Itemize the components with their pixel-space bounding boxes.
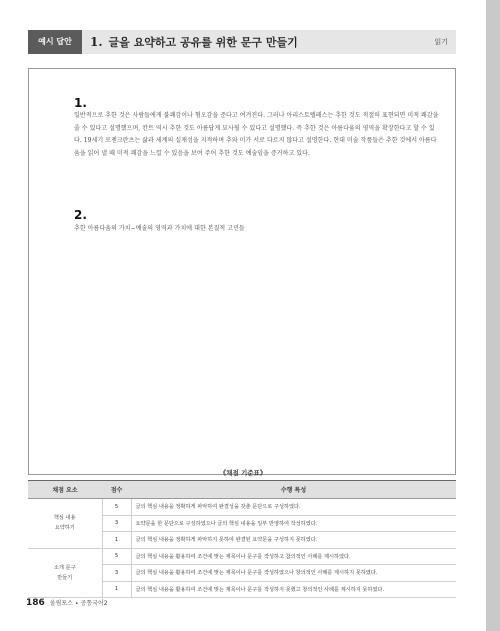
- rubric-table: [28, 480, 456, 598]
- section-number: 1.: [90, 35, 103, 49]
- rubric-element: 소개 문구 만들기: [28, 548, 102, 598]
- answer-1-text: 일반적으로 추한 것은 사람들에게 불쾌감이나 혐오감을 준다고 여겨진다. 그러나 아리스토텔레스는 추한 것도 적절히 표현되면 미적 쾌감을 줄 수 있다고 설명했으며, 칸트 역시 추한 것도 아름답게 묘사될 수 있다고 설명했다. 즉 추한 것은 아름다움의 영역을 확장한다고 할 수 있다. 19세기 로젠크란츠는 삶과 세계의 실재성을 지적하며 추와 미가 서로 다르지 않다고 설명한다. 현대 미술 작품들은 추한 것에서 아름다움을 읽어 낼 때 미적 쾌감을 느낄 수 있음을 보여 주어 추한 것도 예술임을 증거하고 있다.: [74, 112, 439, 157]
- rubric-element: 핵심 내용 요약하기: [28, 499, 102, 549]
- section-category: 읽기: [434, 38, 448, 46]
- rubric-score: 5: [102, 499, 131, 516]
- rubric-title: 《채점 기준표》: [219, 469, 267, 477]
- rubric-description: 글의 핵심 내용을 활용하여 조건에 맞는 제목이나 문구를 작성하고 참의적인 사례를 제시하였다.: [131, 548, 456, 565]
- rubric-header-description: 수행 특성: [131, 481, 456, 499]
- rubric-score: 3: [102, 515, 131, 532]
- section-title: 글을 요약하고 공유를 위한 문구 만들기: [108, 36, 298, 49]
- section-header: [28, 30, 456, 54]
- rubric-header-element: 채점 요소: [28, 481, 102, 499]
- page-edge-tab: [486, 0, 500, 631]
- book-title: 올림포스 ∙ 공통국어2: [49, 600, 108, 607]
- answer-2-number: 2.: [74, 208, 87, 222]
- rubric-header-score: 점수: [102, 481, 131, 499]
- rubric-description: 글의 핵심 내용을 활용하여 조건에 맞는 제목이나 문구를 작성하지 못했고 창의적인 사례를 제시하지 못하였다.: [131, 581, 456, 598]
- page-footer: [26, 598, 108, 608]
- rubric-score: 5: [102, 548, 131, 565]
- rubric-description: 요약문을 한 문단으로 구성하였으나 글의 핵심 내용을 일부 반영하여 작성하였다.: [131, 515, 456, 532]
- rubric-score: 3: [102, 565, 131, 582]
- answer-badge: 예시 답안: [28, 30, 82, 54]
- rubric-description: 글의 핵심 내용을 정확하게 파악하여 완결성을 갖춘 문단으로 구성하였다.: [131, 499, 456, 516]
- rubric-header-row: [28, 481, 456, 499]
- answer-2-text: 추한 아름다움의 가치−예술의 영역과 가치에 대한 본질적 고민들: [74, 225, 245, 232]
- title-bar: [82, 30, 456, 54]
- table-row: [28, 548, 456, 565]
- rubric-score: 1: [102, 581, 131, 598]
- rubric-description: 글의 핵심 내용을 활용하여 조건에 맞는 제목이나 문구를 작성하였으나 창의적인 사례를 제시하지 못하였다.: [131, 565, 456, 582]
- rubric-description: 글의 핵심 내용을 정확하게 파악하지 못하여 완결된 요약문을 구성하지 못하였다.: [131, 532, 456, 549]
- answer-1-number: 1.: [74, 96, 87, 110]
- page-number: 186: [26, 598, 45, 608]
- table-row: [28, 499, 456, 516]
- rubric-score: 1: [102, 532, 131, 549]
